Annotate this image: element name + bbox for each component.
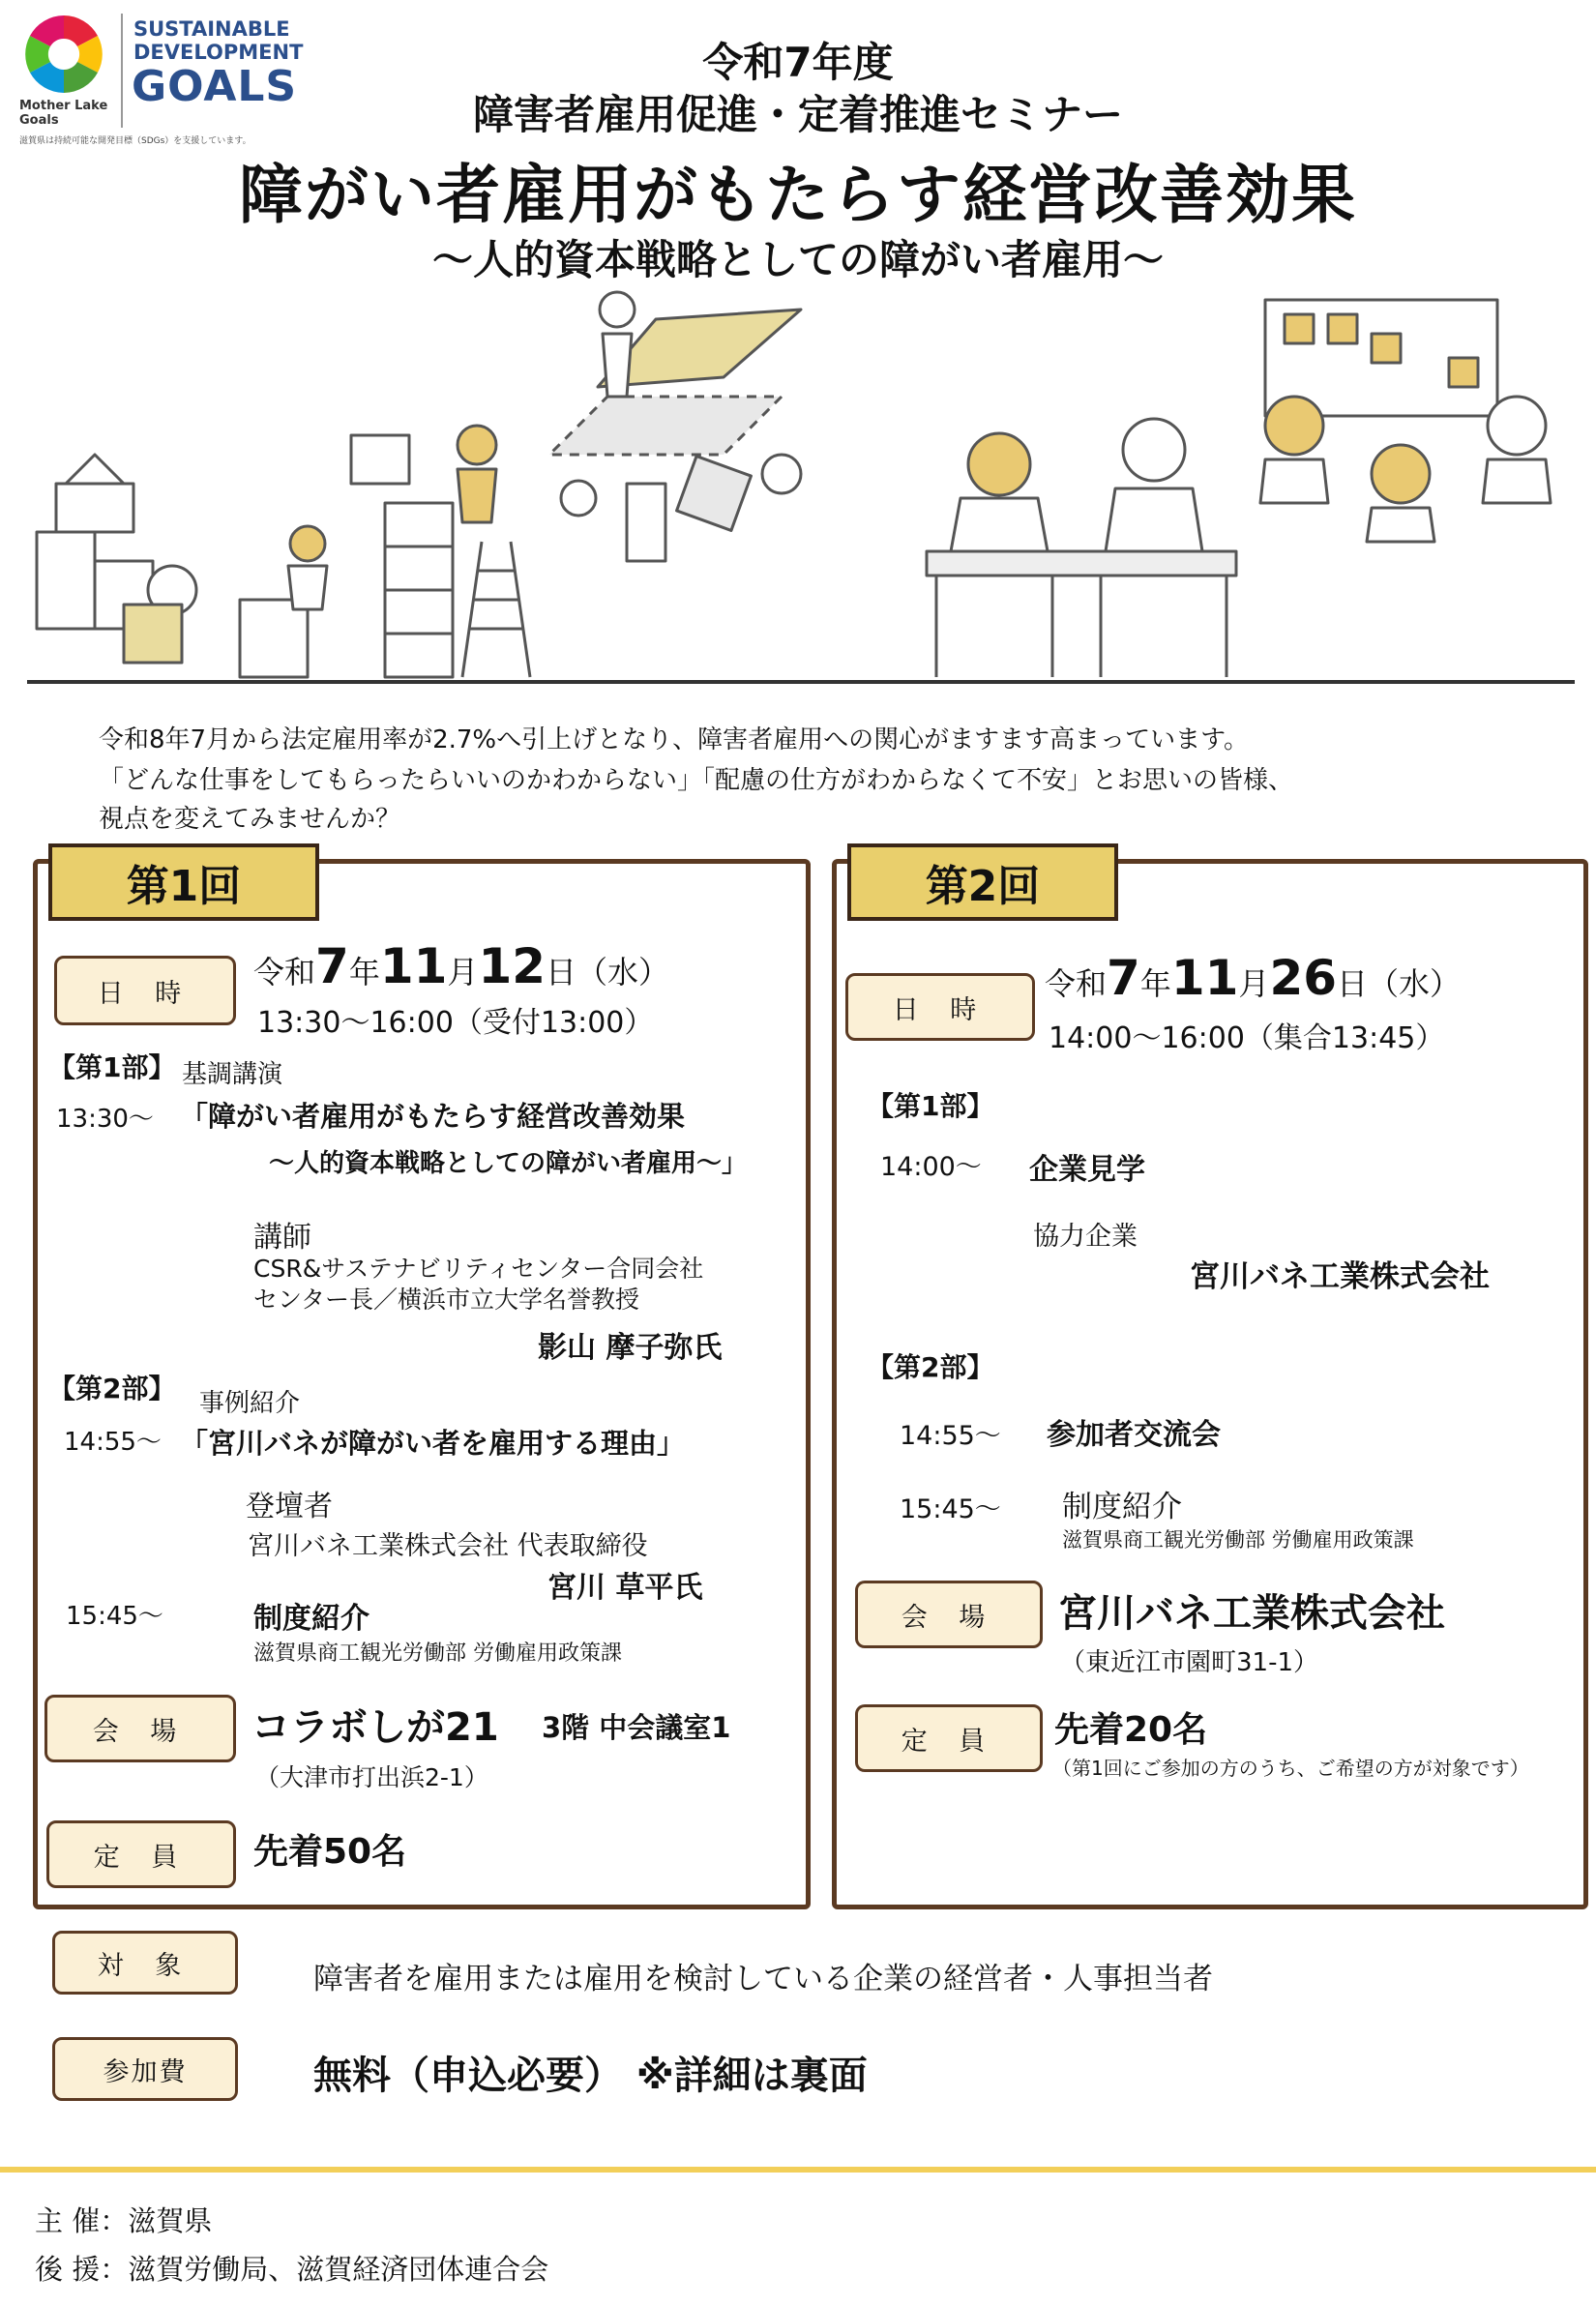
session2-exchange-title: 参加者交流会 bbox=[1047, 1418, 1221, 1452]
session2-system-org: 滋賀県商工観光労働部 労働雇用政策課 bbox=[1062, 1528, 1414, 1552]
session2-date-weekday: （水） bbox=[1368, 965, 1462, 1002]
session1-time: 13:30～16:00（受付13:00） bbox=[257, 1006, 654, 1040]
session1-tab: 第1回 bbox=[48, 843, 319, 921]
fee-label: 参加費 bbox=[52, 2037, 238, 2101]
session1-speaker-org: 宮川バネ工業株式会社 代表取締役 bbox=[248, 1531, 648, 1561]
session1-capacity: 先着50名 bbox=[253, 1832, 407, 1872]
session2-part1-time: 14:00～ bbox=[880, 1152, 982, 1182]
page-subtitle: ～人的資本戦略としての障がい者雇用～ bbox=[431, 236, 1164, 283]
seminar-name: 障害者雇用促進・定着推進セミナー bbox=[472, 91, 1123, 138]
session1-part1-subtitle: ～人的資本戦略としての障がい者雇用～」 bbox=[269, 1149, 748, 1178]
session1-date bbox=[253, 938, 669, 994]
session1-date-gatsu: 月 bbox=[447, 954, 479, 990]
sdg-support-note: 滋賀県は持続可能な開発目標（SDGs）を支援しています。 bbox=[19, 136, 251, 146]
session2-coop-company: 宮川バネ工業株式会社 bbox=[1190, 1259, 1490, 1294]
session1-venue-label: 会 場 bbox=[44, 1695, 236, 1762]
session1-lecturer-name: 影山 摩子弥氏 bbox=[538, 1331, 723, 1365]
session1-system-time: 15:45～ bbox=[66, 1602, 163, 1631]
session1-part1-time: 13:30～ bbox=[56, 1105, 154, 1134]
session1-part1-kind: 基調講演 bbox=[182, 1060, 283, 1089]
session2-capacity-note: （第1回にご参加の方のうち、ご希望の方が対象です） bbox=[1052, 1757, 1529, 1780]
fee-text: 無料（申込必要） ※詳細は裏面 bbox=[313, 2054, 868, 2098]
session2-capacity: 先着20名 bbox=[1054, 1710, 1208, 1750]
session1-date-month: 11 bbox=[379, 938, 448, 994]
target-label: 対 象 bbox=[52, 1931, 238, 1995]
footer-divider bbox=[0, 2167, 1596, 2173]
session2-coop-label: 協力企業 bbox=[1033, 1222, 1138, 1252]
session2-system-time: 15:45～ bbox=[900, 1494, 1001, 1524]
session1-part2-title: 「宮川バネが障がい者を雇用する理由」 bbox=[180, 1427, 686, 1460]
footer-support: 後 援：滋賀労働局、滋賀経済団体連合会 bbox=[35, 2253, 549, 2286]
session1-venue-room: 3階 中会議室1 bbox=[542, 1711, 731, 1744]
session2-date bbox=[1045, 950, 1461, 1006]
session2-date-gatsu: 月 bbox=[1238, 965, 1270, 1002]
session1-system-title: 制度紹介 bbox=[253, 1602, 369, 1636]
workplace-illustration bbox=[27, 290, 1575, 696]
session2-part2-label: 【第2部】 bbox=[867, 1351, 994, 1383]
intro-line2: 「どんな仕事をしてもらったらいいのかわからない」「配慮の仕方がわからなくて不安」とお思いの皆様、 bbox=[99, 766, 1294, 795]
session1-part2-time: 14:55～ bbox=[64, 1428, 162, 1457]
session1-part1-title: 「障がい者雇用がもたらす経営改善効果 bbox=[180, 1100, 686, 1133]
session1-venue: コラボしが21 bbox=[251, 1705, 499, 1750]
session1-date-label: 日 時 bbox=[54, 956, 236, 1025]
session2-date-month: 11 bbox=[1170, 950, 1239, 1006]
header-year: 令和7年度 bbox=[702, 39, 894, 86]
target-text: 障害者を雇用または雇用を検討している企業の経営者・人事担当者 bbox=[313, 1962, 1213, 1996]
session2-venue: 宮川バネ工業株式会社 bbox=[1058, 1591, 1445, 1636]
sdg-line1: SUSTAINABLE bbox=[133, 17, 290, 41]
page-title: 障がい者雇用がもたらす経営改善効果 bbox=[239, 158, 1357, 232]
session2-part1-label: 【第1部】 bbox=[867, 1090, 994, 1122]
session1-venue-address: （大津市打出浜2-1） bbox=[255, 1763, 488, 1791]
session2-time: 14:00～16:00（集合13:45） bbox=[1049, 1021, 1445, 1055]
session2-date-label: 日 時 bbox=[845, 973, 1035, 1041]
session1-system-org: 滋賀県商工観光労働部 労働雇用政策課 bbox=[253, 1641, 622, 1666]
session2-capacity-label: 定 員 bbox=[855, 1704, 1043, 1772]
session1-part2-label: 【第2部】 bbox=[48, 1373, 176, 1404]
sdg-line3: GOALS bbox=[132, 62, 298, 111]
session2-date-year: 7 bbox=[1107, 950, 1140, 1006]
session1-date-day: 12 bbox=[478, 938, 547, 994]
session2-exchange-time: 14:55～ bbox=[900, 1421, 1001, 1451]
footer-organizer: 主 催：滋賀県 bbox=[35, 2204, 213, 2237]
session1-date-weekday: （水） bbox=[576, 954, 670, 990]
session1-capacity-label: 定 員 bbox=[46, 1820, 236, 1888]
session1-date-nichi: 日 bbox=[546, 954, 577, 990]
mother-lake-label: Mother Lake Goals bbox=[19, 99, 108, 128]
session1-part1-label: 【第1部】 bbox=[48, 1051, 176, 1083]
session2-venue-address: （東近江市園町31-1） bbox=[1060, 1648, 1319, 1677]
session1-date-prefix: 令和 bbox=[253, 954, 316, 990]
session1-speaker-label: 登壇者 bbox=[246, 1490, 333, 1523]
session1-lecturer-label: 講師 bbox=[253, 1221, 311, 1255]
session1-date-year: 7 bbox=[315, 938, 349, 994]
session1-part2-kind: 事例紹介 bbox=[199, 1389, 301, 1418]
session2-date-nen: 年 bbox=[1139, 965, 1171, 1002]
intro-line1: 令和8年7月から法定雇用率が2.7%へ引上げとなり、障害者雇用への関心がますます高まっています。 bbox=[99, 725, 1250, 754]
session1-speaker-name: 宮川 草平氏 bbox=[547, 1571, 703, 1605]
session2-system-title: 制度紹介 bbox=[1062, 1490, 1182, 1524]
session2-date-prefix: 令和 bbox=[1045, 965, 1108, 1002]
session2-tab: 第2回 bbox=[847, 843, 1118, 921]
session1-lecturer-org: CSR&サステナビリティセンター合同会社 bbox=[253, 1255, 704, 1283]
session1-date-nen: 年 bbox=[348, 954, 380, 990]
session2-date-nichi: 日 bbox=[1337, 965, 1369, 1002]
intro-line3: 視点を変えてみませんか？ bbox=[99, 805, 401, 834]
session2-date-day: 26 bbox=[1269, 950, 1338, 1006]
session2-part1-title: 企業見学 bbox=[1029, 1153, 1145, 1187]
session2-venue-label: 会 場 bbox=[855, 1581, 1043, 1648]
sdg-line2: DEVELOPMENT bbox=[133, 41, 304, 64]
session1-lecturer-role: センター長／横浜市立大学名誉教授 bbox=[253, 1286, 640, 1314]
